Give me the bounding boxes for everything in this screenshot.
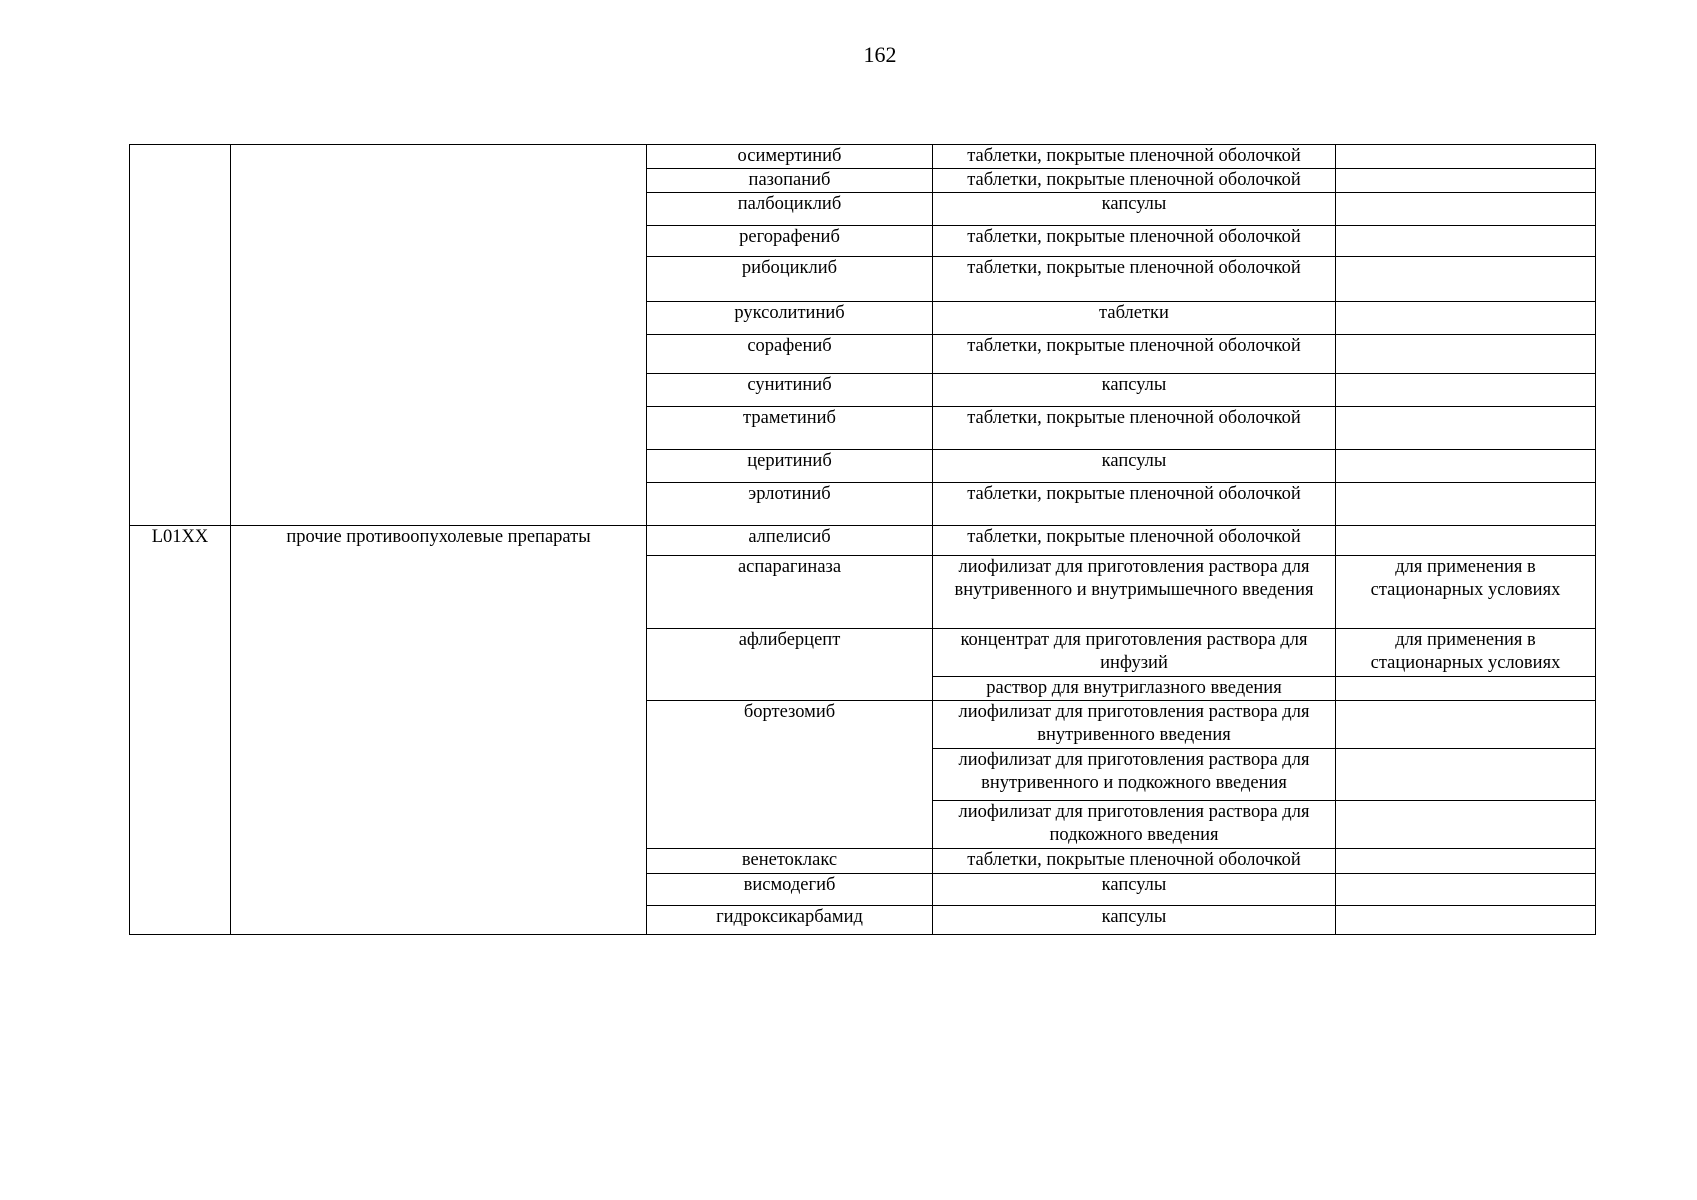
drug-name-cell: руксолитиниб: [647, 302, 933, 335]
dosage-form-cell: лиофилизат для приготовления раствора для внутривенного введения: [933, 701, 1336, 749]
dosage-form-cell: капсулы: [933, 874, 1336, 906]
note-cell: [1336, 302, 1596, 335]
note-cell: [1336, 906, 1596, 935]
dosage-form-cell: таблетки: [933, 302, 1336, 335]
note-cell: [1336, 335, 1596, 374]
dosage-form-cell: лиофилизат для приготовления раствора для внутривенного и подкожного введения: [933, 749, 1336, 801]
drug-name-cell: сунитиниб: [647, 374, 933, 407]
note-cell: [1336, 874, 1596, 906]
dosage-form-cell: таблетки, покрытые пленочной оболочкой: [933, 407, 1336, 450]
dosage-form-cell: таблетки, покрытые пленочной оболочкой: [933, 526, 1336, 556]
note-cell: [1336, 749, 1596, 801]
drug-name-cell: палбоциклиб: [647, 193, 933, 226]
note-cell: [1336, 450, 1596, 483]
dosage-form-cell: таблетки, покрытые пленочной оболочкой: [933, 226, 1336, 257]
note-cell: [1336, 677, 1596, 701]
dosage-form-cell: концентрат для приготовления раствора для инфузий: [933, 629, 1336, 677]
dosage-form-cell: капсулы: [933, 906, 1336, 935]
note-cell: [1336, 226, 1596, 257]
drug-name-cell: бортезомиб: [647, 701, 933, 849]
drug-name-cell: эрлотиниб: [647, 483, 933, 526]
dosage-form-cell: таблетки, покрытые пленочной оболочкой: [933, 335, 1336, 374]
drug-name-cell: аспарагиназа: [647, 556, 933, 629]
dosage-form-cell: лиофилизат для приготовления раствора для внутривенного и внутримышечного введения: [933, 556, 1336, 629]
group-name-cell: прочие противоопухолевые препараты: [231, 526, 647, 935]
drug-name-cell: рибоциклиб: [647, 257, 933, 302]
note-cell: [1336, 374, 1596, 407]
note-cell: [1336, 483, 1596, 526]
drug-name-cell: церитиниб: [647, 450, 933, 483]
dosage-form-cell: капсулы: [933, 193, 1336, 226]
drug-name-cell: венетоклакс: [647, 849, 933, 874]
page-number: 162: [863, 42, 897, 67]
atc-code-cell: L01XX: [130, 526, 231, 935]
note-cell: [1336, 193, 1596, 226]
drug-name-cell: алпелисиб: [647, 526, 933, 556]
dosage-form-cell: лиофилизат для приготовления раствора для подкожного введения: [933, 801, 1336, 849]
dosage-form-cell: капсулы: [933, 374, 1336, 407]
drug-name-cell: траметиниб: [647, 407, 933, 450]
note-cell: [1336, 701, 1596, 749]
drug-table: [129, 144, 1596, 935]
drug-name-cell: сорафениб: [647, 335, 933, 374]
drug-name-cell: афлиберцепт: [647, 629, 933, 701]
drug-name-cell: осимертиниб: [647, 145, 933, 169]
dosage-form-cell: капсулы: [933, 450, 1336, 483]
dosage-form-cell: раствор для внутриглазного введения: [933, 677, 1336, 701]
group-name-cell: [231, 145, 647, 526]
dosage-form-cell: таблетки, покрытые пленочной оболочкой: [933, 145, 1336, 169]
table-row: [130, 526, 1596, 556]
note-cell: [1336, 169, 1596, 193]
note-cell: [1336, 526, 1596, 556]
note-cell: для применения в стационарных условиях: [1336, 629, 1596, 677]
drug-name-cell: гидроксикарбамид: [647, 906, 933, 935]
note-cell: для применения в стационарных условиях: [1336, 556, 1596, 629]
dosage-form-cell: таблетки, покрытые пленочной оболочкой: [933, 257, 1336, 302]
dosage-form-cell: таблетки, покрытые пленочной оболочкой: [933, 483, 1336, 526]
atc-code-cell: [130, 145, 231, 526]
note-cell: [1336, 849, 1596, 874]
note-cell: [1336, 145, 1596, 169]
drug-name-cell: висмодегиб: [647, 874, 933, 906]
drug-name-cell: пазопаниб: [647, 169, 933, 193]
table-row: [130, 145, 1596, 169]
note-cell: [1336, 801, 1596, 849]
dosage-form-cell: таблетки, покрытые пленочной оболочкой: [933, 169, 1336, 193]
note-cell: [1336, 407, 1596, 450]
dosage-form-cell: таблетки, покрытые пленочной оболочкой: [933, 849, 1336, 874]
drug-name-cell: регорафениб: [647, 226, 933, 257]
note-cell: [1336, 257, 1596, 302]
